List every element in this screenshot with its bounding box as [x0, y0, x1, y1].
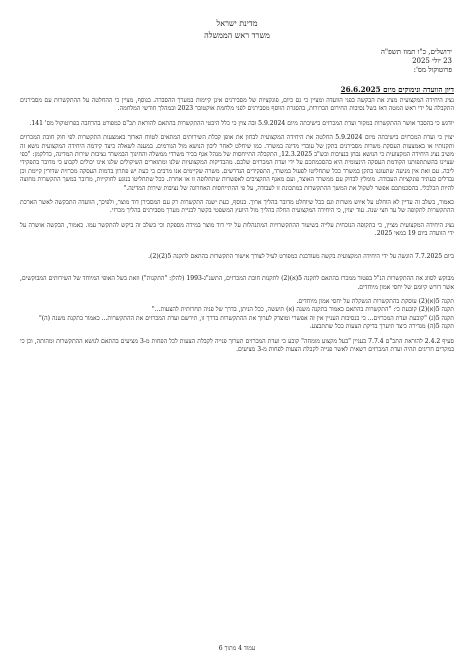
regulation-list — [20, 298, 454, 332]
letterhead-office: משרד ראש הממשלה — [204, 31, 270, 40]
date-gregorian: 23 יולי 2025 — [412, 57, 452, 65]
letterhead-country: מדינת ישראל — [216, 19, 258, 28]
regulation-item: תקנה 5(א)(2) עוסקת בהתקשרות הנשקלת על יחסי אמון מיוחדים. — [296, 297, 454, 305]
paragraph-1: נציג היחידה המקצועית מציג את הבקשה בפני הוועדה ומציין כי גם כיום, פונקציות של מסבירנים אינן קיימות במערך ההסברה. בנוסף, מציין כי ההחלטה על ההתקשרות עם מסבירנים התקבלה על ידי ראש המטה דאז בשל נסיבות החירום הברורות, בהסגרת הווסף מסבירנים לפני מלחמת אוקטובר 2023 ובמהלך חודשי המלחמה. — [20, 97, 454, 113]
paragraph-5: נציג היחידה המקצועית מציין, כי בתקופה הנוכחית עלייה בשיעור ההתקשרויות המתנהלות על ידי דוד מוצר במידה מספקת וכי בשלב זה ביקש להתקשר עמו. כאמור, הבקשה אושרה על ידי הוועדה ביום 19 במאי 2025. — [20, 221, 454, 238]
regulation-item: תקנה 5(ג) "קובעת ועדת המכרזים... כי בנסיבות העניין אין זה אפשרי ומוצדק לערוך את ההתקשרות בדרך זו, תירשם ועדת המכרזים את ההתקשרות... כאמור בתקנת משנה (ה)" — [38, 314, 454, 322]
regulation-intro: מבוקש לסווג את ההתקשרות הנ"ל בפטור ממכרז בהתאם לתקנה 5(א)(2) לתקנות חובת המכרזים, התשנ"ג-1993 (להלן: "התקנות") וזאת בשל האופי המיוחד של השירותים המבוקשים, אשר דורש קיומם של יחסי אמון מיוחדים. — [20, 275, 455, 291]
regulation-item: תקנה 5(א)(2) קובעת כי: "התקשרות בהתאם כאמור בתקנה משנה (א) תיעשה, ככל הניתן, בדרך של פניה תחרותית להצעות..." — [151, 306, 454, 314]
paragraph-2: יודגש כי בהסבר אושר ההתקשרות במקור ועדת המכרזים בישיבתה מיום 5.9.2024 ובה צוין כי כלל היבטי ההתקשרות בהתאם להוראת תכ"ם כמפורט בהרחבה בפרוטוקול מס' 141. — [29, 119, 454, 127]
protocol-number: פרוטוקול מס': — [413, 66, 452, 74]
paragraph-3: יצוין כי ועדת המכרזים בישיבתה מיום 5.9.2024 החלטה את היחידה המקצועית לבחון את אופן קבלת השירותים המתאים לטווח הארוך באמצעות התקשרות לפי חוק חובת המכרזים ותקנותיו או באמצעות העסקת משרות מסבירנים בתקן של עובדי מדינה במשרד. כמו שיחלט לאחר ליבון הנושא מול הגורמים. במענה לשאלה כיצד קידמה היחידה המקצועית נושא זה משיב נציג היחידה המקצועית כי הנושא נבחן בנציבות ובש"ב 12.3.2025, התקבלה התייחסות של מנהל אגף בכיר משרדי ממשלה והחינוך הבמשרד נציבות שירות המדינה, כדלקמן: "כפי שציינו בהשתתפותנו הקודמת העסקה הינעומית היא בהסכמתכם על ידי ועדת המכרזים שלכם. מהבדיקות המקצועיות שלנו ומתוארים השיקולים שלנו אינו יכולים לקבוע כי מדובר בתפקידי ליבה. עם זאת אין מניעה שתעוגנו בתקן במשרד ככל שתחליטו לפעול במשרד, התפקידים הנדרשים. משרה שקיימים אנו מרבים כי כעת יש פתרון בדמות העסקה מכרזית שדורין קיימת וכן נבדלים בעתיד פונקציות העבודה. מומלץ לבדוק עם ממשרד האוצר, ועם מאגף התקציבים לאפשרות שתחלופה זו או אחרת. ככל שתחליטו בנוגע לחוקייות, מדובר במשך התקשרות מחוצה להיות הכלכלי. בהסכמתכם אפשר לשקול את המשך ההתקשרות במתכונת זו לעבודה, על פי ההתייחסות האחרונה של נציבות שירות המדינה." — [20, 134, 454, 192]
date-hebrew: ירושלים, כ"ו תמוז תשפ"ה — [380, 48, 452, 56]
closing-paragraph: סעיף 2.4.2 להוראת התכ"ם 7.7.4 בעניין "בעל מקצוע מומחה" קובע כי ועדת המכרזים תערוך פנייה לקבלת הצעות לכל הפחות מ-3 מציעים בהתאם לנושא ההתקשרות ומהותה, וכן כי במקרים חריגים תהיה ועדת המכרזים רשאית לאשר פנייה לקבלת הצעות לפחות מ-3 מציעים. — [20, 337, 454, 353]
paragraph-6: ביום 7.7.2025 הוגשה על ידי היחידה המקצועית בקשה מעודכנת כמפורט לעיל לצורך אישור התקשרות בהתאם לתקנה 5(2)(2). — [148, 252, 454, 260]
document-meta — [20, 48, 452, 75]
subject-heading: דיון הוועדה ונימוקים מיום 26.6.2025 — [340, 85, 454, 94]
page-footer: עמוד 4 מתוך 6 — [218, 645, 256, 652]
paragraph-4: כאמור, בשלב זה עדיין לא הוחלט על איוש משרות וגם ככל שיוחלט מדובר בהליך ארוך. בנוסף, כעת ישנה התקשרות רק עם המסבירן דוד מוצר, ולפיכך, הוועדה התבקשה לאשר הארכת ההתקשרות לתקופה של עד חצי שנה. עוד יצוין, כי היחידה המקצועית החלה בהליך מול היועץ המשפטי בקשר לבניית מערך מסבירנים בהליך מכרזי. — [20, 199, 454, 215]
letterhead — [20, 18, 454, 42]
regulation-item: תקנה 5(ה) מגדירה כיצד תיערך בדיקת הצעות ככל שתתבצע. — [309, 323, 454, 331]
